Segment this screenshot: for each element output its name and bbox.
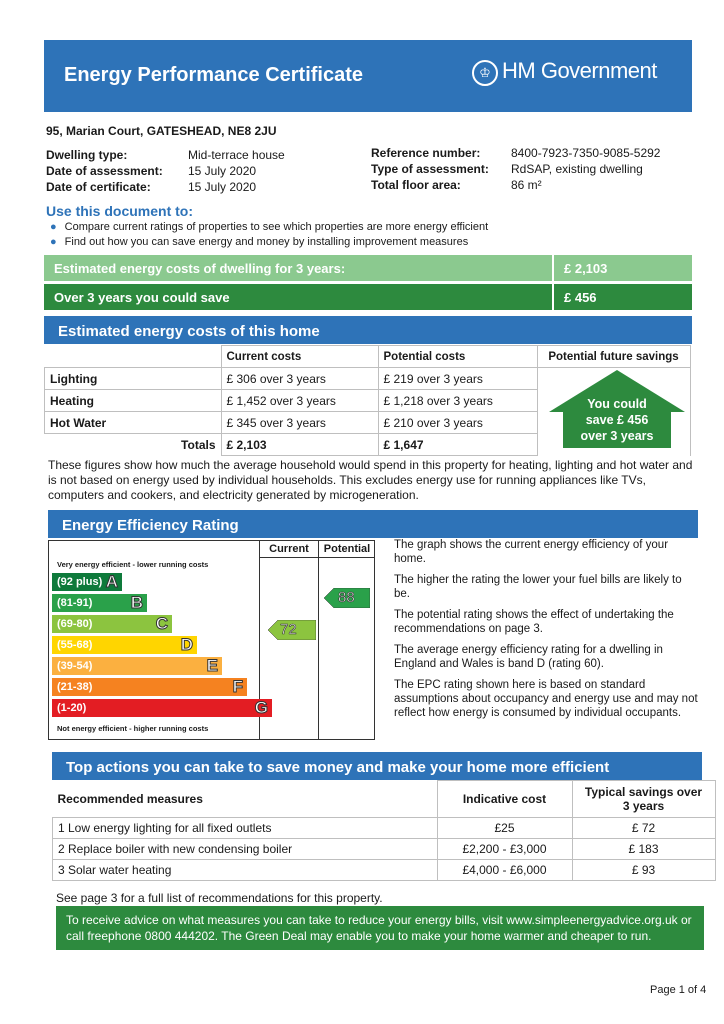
rating-band-d [52,636,197,654]
top-caption: Very energy efficient - lower running costs [57,560,209,569]
col-header: Typical savings over 3 years [572,781,715,818]
band-range: (21-38) [57,681,93,693]
use-bullet-text: Find out how you can save energy and money by installing improvement measures [64,236,469,248]
rating-band-f [52,678,247,696]
detail-value: 15 July 2020 [188,164,257,178]
rating-description [394,538,698,727]
potential-cost: £ 1,218 over 3 years [378,390,537,412]
band-letter: C [155,614,168,633]
totals-label: Totals [45,434,222,456]
savings-house-icon [549,370,685,448]
see-page-note: See page 3 for a full list of recommendations for this property. [56,891,383,905]
potential-rating-value: 88 [338,589,355,606]
could-save-value: £ 456 [564,290,597,305]
band-letter: E [206,656,218,675]
table-row [53,859,716,880]
rating-band-e [52,657,222,675]
band-letter: F [232,677,243,696]
col-header: Recommended measures [53,781,438,818]
col-header: Potential future savings [537,346,690,368]
band-range: (55-68) [57,639,93,651]
measure: 2 Replace boiler with new condensing boiler [53,838,438,859]
detail-label: Date of certificate: [46,180,151,194]
description-paragraph: The average energy efficiency rating for a dwelling in England and Wales is band D (rating 60). [394,644,663,670]
rating-band-c [52,615,172,633]
could-save-label: Over 3 years you could save [54,290,230,305]
detail-label: Reference number: [371,146,481,160]
table-row [53,817,716,838]
costs-section-title: Estimated energy costs of this home [58,323,320,340]
table-row [53,838,716,859]
detail-label: Date of assessment: [46,164,163,178]
rating-section-title: Energy Efficiency Rating [62,517,239,534]
advice-text: To receive advice on what measures you can take to reduce your energy bills, visit www.simpleenergyadvice.org.uk or call freephone 0800 444202. The Green Deal may enable you to make your home warmer and cheaper to run. [66,913,692,943]
property-address: 95, Marian Court, GATESHEAD, NE8 2JU [46,124,277,138]
indicative-cost: £2,200 - £3,000 [437,838,572,859]
use-document-title: Use this document to: [46,203,194,219]
certificate-header [44,40,692,112]
detail-value: 8400-7923-7350-9085-5292 [511,146,661,160]
costs-note: These figures show how much the average household would spend in this property for heating, lighting and hot water and is not based on energy used by individual households. This excludes energy use for running appliances like TVs, computers and cookers, and electricity generated by microgeneration. [48,458,693,502]
totals-current: £ 2,103 [221,434,378,456]
row-label: Hot Water [45,412,222,434]
royal-crest-icon: ♔ [472,60,498,86]
bottom-caption: Not energy efficient - higher running costs [57,724,209,733]
row-label: Lighting [45,368,222,390]
current-cost: £ 306 over 3 years [221,368,378,390]
description-paragraph: The graph shows the current energy efficiency of your home. [394,539,669,565]
details-left [46,148,285,196]
measure: 3 Solar water heating [53,859,438,880]
indicative-cost: £25 [437,817,572,838]
col-header: Indicative cost [437,781,572,818]
potential-cost: £ 219 over 3 years [378,368,537,390]
potential-rating-arrow [324,588,370,608]
estimated-costs-value-box [554,255,692,281]
estimated-costs-label: Estimated energy costs of dwelling for 3 years: [54,261,346,276]
band-letter: D [180,635,193,654]
indicative-cost: £4,000 - £6,000 [437,859,572,880]
current-rating-arrow [268,620,316,640]
detail-label: Dwelling type: [46,148,128,162]
band-range: (69-80) [57,618,93,630]
use-bullet: ● Find out how you can save energy and money by installing improvement measures [50,236,469,248]
detail-value: 86 m² [511,178,542,192]
typical-saving: £ 72 [572,817,715,838]
band-range: (39-54) [57,660,93,672]
savings-line: save £ 456 [585,413,649,427]
potential-column-header: Potential [323,543,371,555]
page-number: Page 1 of 4 [650,984,707,996]
current-cost: £ 345 over 3 years [221,412,378,434]
row-label: Heating [45,390,222,412]
band-letter: B [130,593,143,612]
use-bullet-text: Compare current ratings of properties to see which properties are more energy efficient [64,221,489,233]
savings-line: over 3 years [580,429,654,443]
actions-table [52,780,716,881]
actions-section-title: Top actions you can take to save money and make your home more efficient [66,759,610,776]
could-save-bar [44,284,552,310]
band-range: (1-20) [57,702,87,714]
description-paragraph: The potential rating shows the effect of undertaking the recommendations on page 3. [394,609,674,635]
potential-cost: £ 210 over 3 years [378,412,537,434]
certificate-title: Energy Performance Certificate [64,64,364,86]
detail-label: Total floor area: [371,178,461,192]
current-rating-value: 72 [280,621,297,638]
estimated-costs-bar [44,255,552,281]
band-range: (92 plus) [57,576,103,588]
rating-section-header [48,510,698,538]
band-letter: G [254,698,268,717]
typical-saving: £ 93 [572,859,715,880]
advice-footer [56,906,704,950]
table-row [53,781,716,818]
detail-value: Mid-terrace house [188,148,285,162]
use-bullet: ● Compare current ratings of properties to see which properties are more energy efficient [50,221,489,233]
actions-section-header [52,752,702,780]
current-column-header: Current [269,543,309,555]
hm-government-label: HM Government [502,58,657,83]
detail-label: Type of assessment: [371,162,489,176]
costs-section-header [44,316,692,344]
description-paragraph: The EPC rating shown here is based on standard assumptions about occupancy and energy use and may not reflect how energy is consumed by individual occupants. [394,679,698,719]
rating-band-b [52,594,147,612]
typical-saving: £ 183 [572,838,715,859]
savings-line: You could [587,397,647,411]
table-row [45,346,691,368]
band-range: (81-91) [57,597,93,609]
details-right [371,146,660,194]
current-cost: £ 1,452 over 3 years [221,390,378,412]
band-letter: A [105,572,118,591]
col-header: Current costs [221,346,378,368]
could-save-value-box [554,284,692,310]
description-paragraph: The higher the rating the lower your fuel bills are likely to be. [394,574,682,600]
savings-text [549,396,685,444]
col-header: Potential costs [378,346,537,368]
estimated-costs-value: £ 2,103 [564,261,608,276]
detail-value: 15 July 2020 [188,180,257,194]
detail-value: RdSAP, existing dwelling [511,162,643,176]
rating-band-g [52,699,272,717]
measure: 1 Low energy lighting for all fixed outlets [53,817,438,838]
rating-band-a [52,573,122,591]
totals-potential: £ 1,647 [378,434,537,456]
